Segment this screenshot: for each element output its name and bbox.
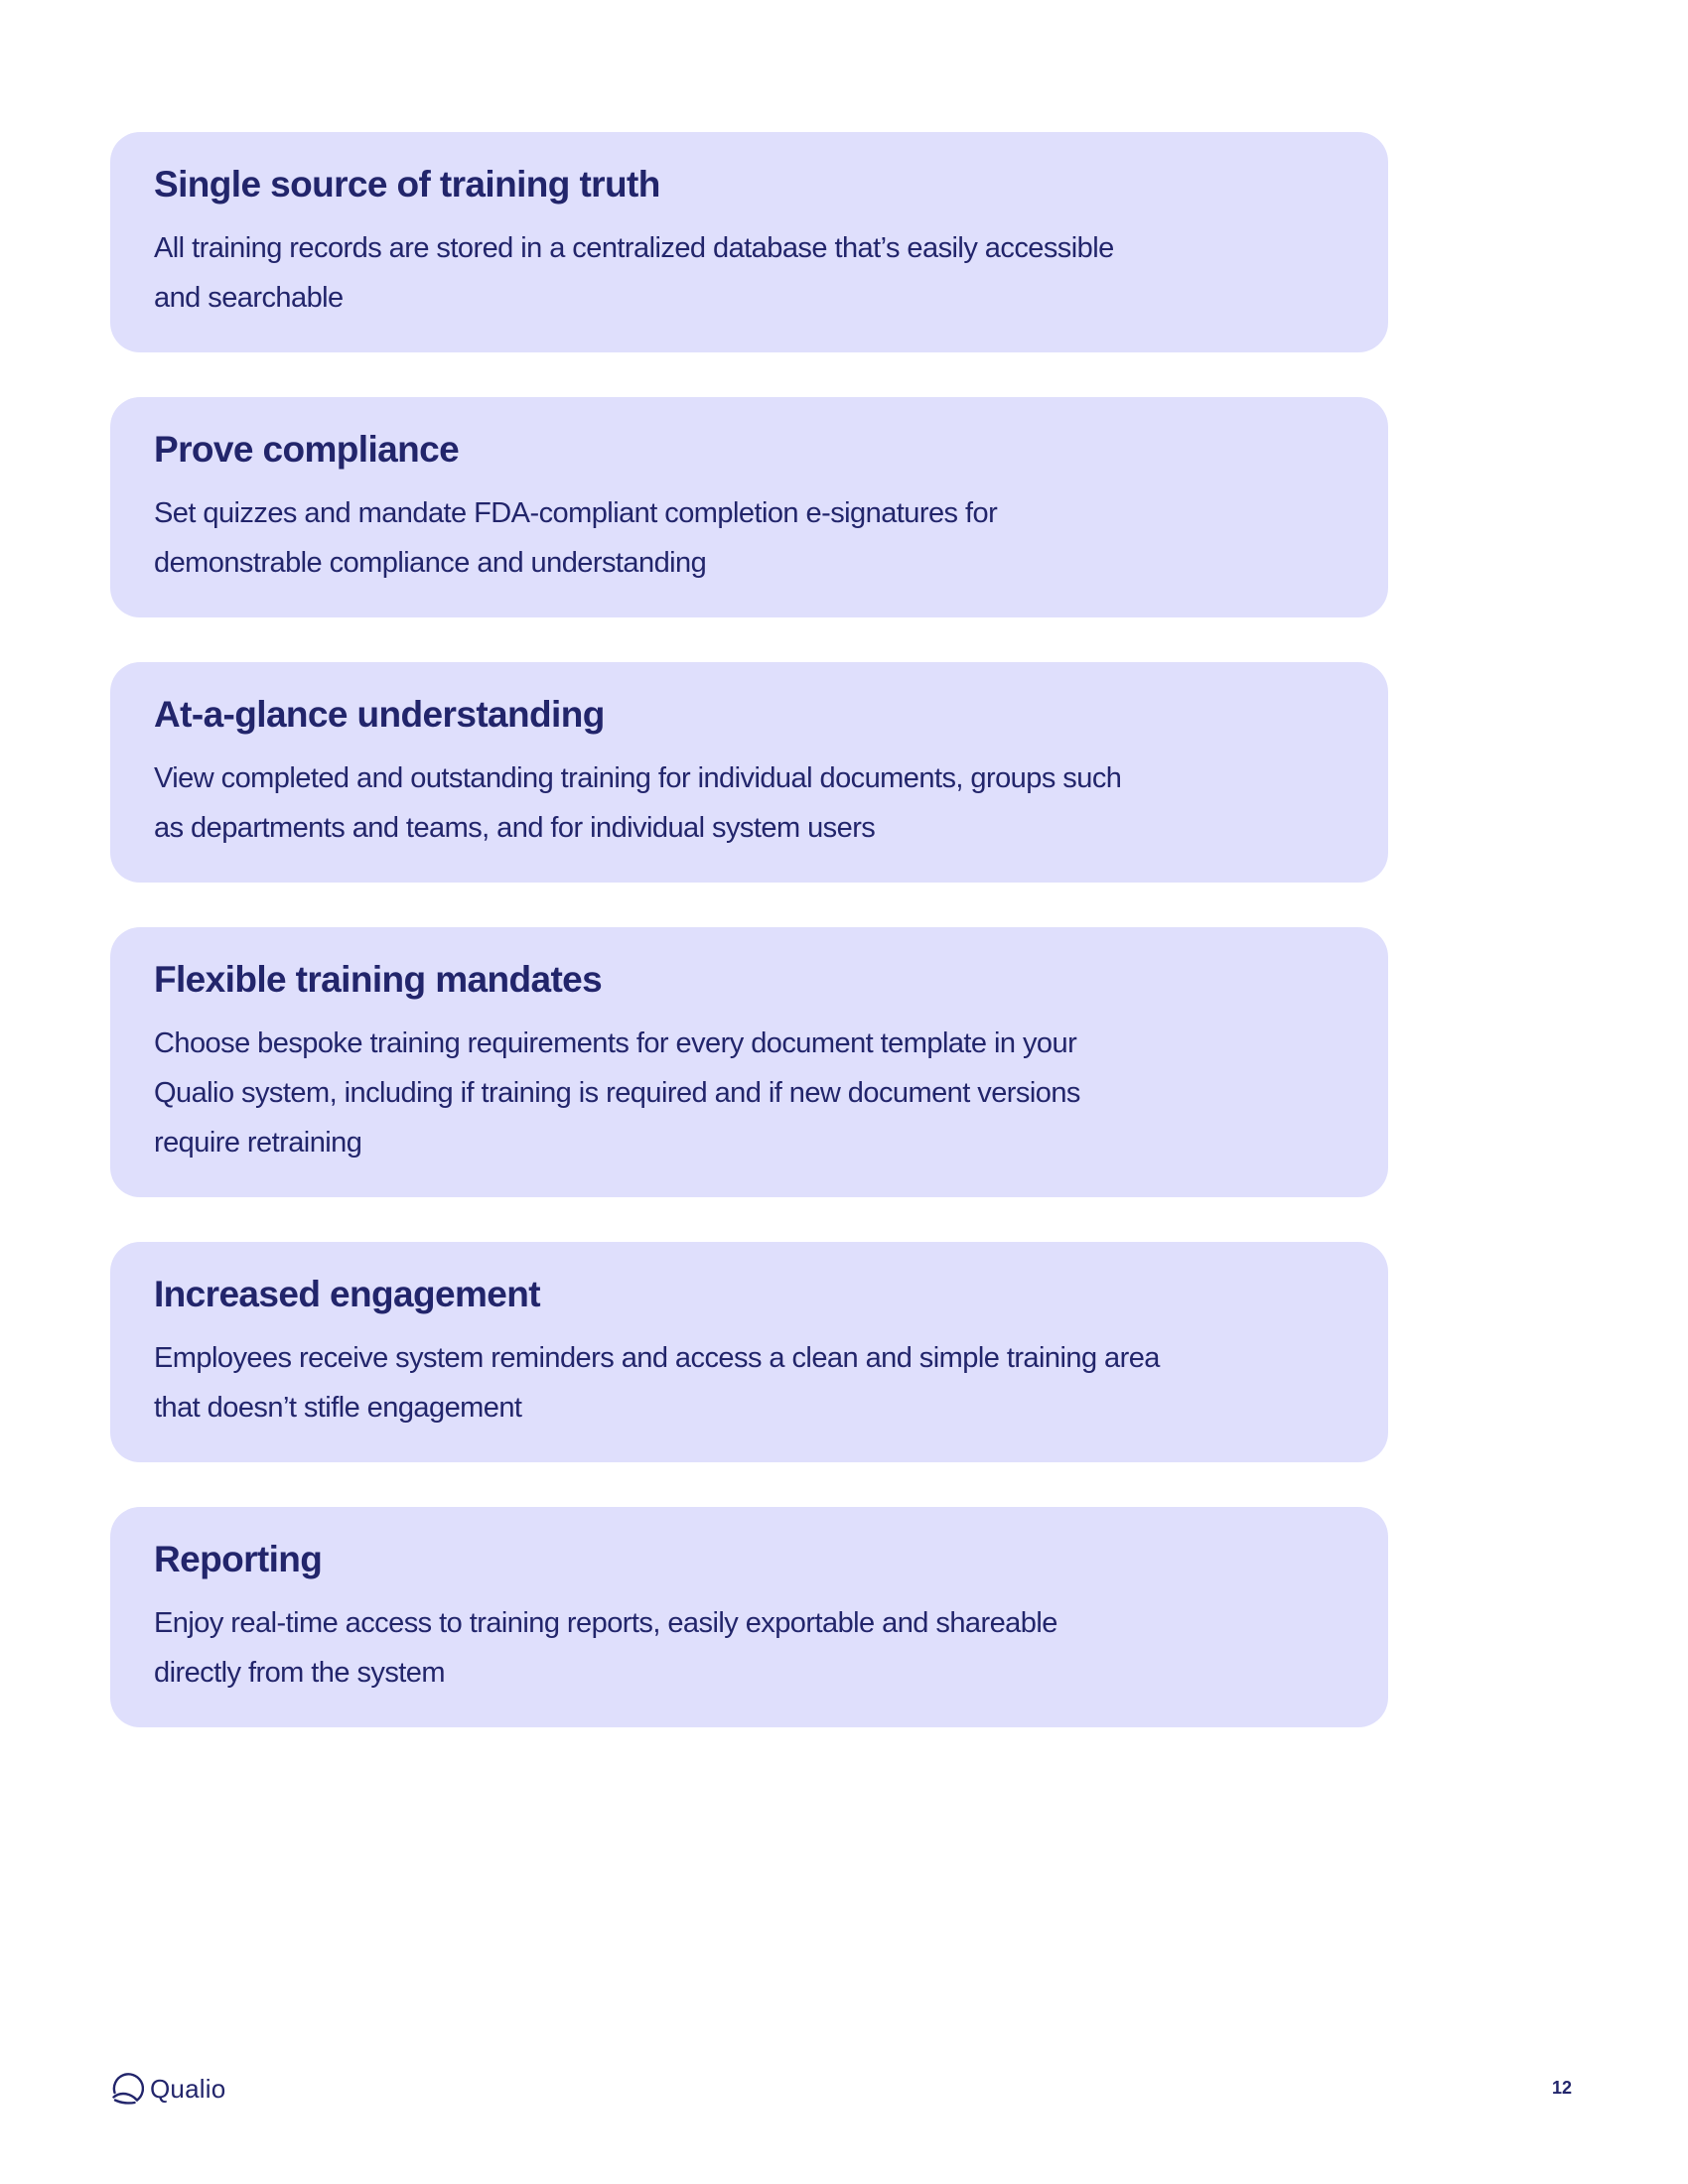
card-description-line: that doesn’t stifle engagement (154, 1392, 522, 1424)
card-description-line: Employees receive system reminders and access a clean and simple training area (154, 1342, 1160, 1374)
card-description (154, 1333, 1344, 1433)
footer-logo (110, 2071, 225, 2107)
feature-card-flexible-mandates (110, 927, 1388, 1197)
feature-card-reporting (110, 1507, 1388, 1727)
card-title: Prove compliance (154, 429, 460, 470)
card-description-line: All training records are stored in a centralized database that’s easily accessible (154, 232, 1114, 264)
card-title: Single source of training truth (154, 164, 660, 205)
card-title: Reporting (154, 1539, 323, 1579)
card-description (154, 223, 1344, 323)
feature-card-increased-engagement (110, 1242, 1388, 1462)
card-description-line: Set quizzes and mandate FDA-compliant completion e-signatures for (154, 497, 998, 529)
card-description (154, 488, 1344, 588)
logo-text: Qualio (150, 2074, 226, 2104)
card-description-line: as departments and teams, and for individual system users (154, 812, 876, 844)
card-description-line: View completed and outstanding training for individual documents, groups such (154, 762, 1122, 794)
card-title: At-a-glance understanding (154, 694, 605, 735)
card-description-line: Enjoy real-time access to training reports, easily exportable and shareable (154, 1607, 1057, 1639)
card-description-line: and searchable (154, 282, 344, 314)
card-description-line: directly from the system (154, 1657, 445, 1689)
qualio-logo-icon (110, 2072, 144, 2106)
card-description-line: Qualio system, including if training is required and if new document versions (154, 1077, 1080, 1109)
card-title: Increased engagement (154, 1274, 540, 1314)
page-number: 12 (1552, 2078, 1573, 2098)
card-description-line: Choose bespoke training requirements for every document template in your (154, 1027, 1077, 1059)
card-description (154, 753, 1344, 853)
card-description-line: require retraining (154, 1127, 362, 1159)
feature-card-at-a-glance (110, 662, 1388, 883)
card-title: Flexible training mandates (154, 959, 603, 1000)
feature-card-single-source (110, 132, 1388, 352)
feature-card-list (110, 132, 1388, 1772)
feature-card-prove-compliance (110, 397, 1388, 617)
card-description (154, 1598, 1344, 1698)
card-description-line: demonstrable compliance and understanding (154, 547, 707, 579)
card-description (154, 1019, 1344, 1167)
